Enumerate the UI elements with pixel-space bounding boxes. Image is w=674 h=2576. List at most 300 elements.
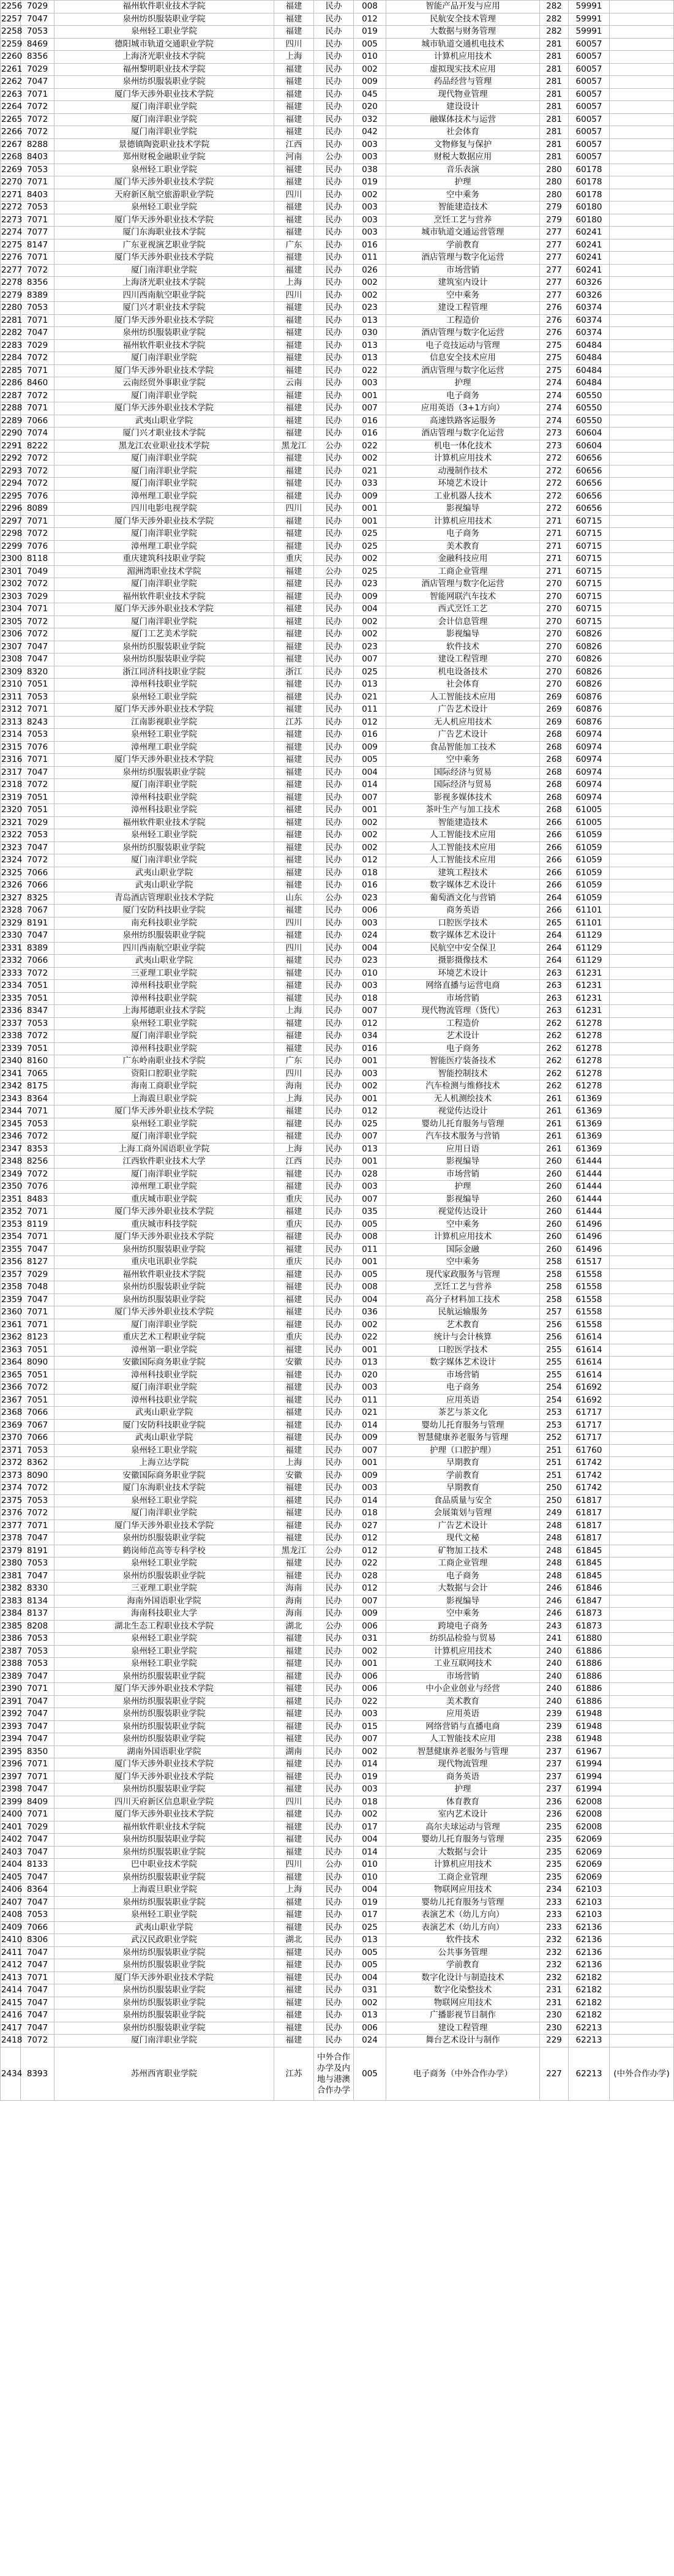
cell-major-code: 013 [354,339,386,352]
cell-major-name: 空中乘务 [386,1218,540,1231]
cell-min-rank: 60057 [569,113,610,126]
cell-row-number: 2412 [1,1959,21,1972]
cell-school-type: 民办 [314,277,354,290]
cell-min-score: 263 [540,967,569,980]
cell-note [610,628,674,641]
cell-major-name: 应用英语 [386,1708,540,1721]
cell-major-name: 智能医疗装备技术 [386,1055,540,1068]
cell-school-type: 民办 [314,51,354,64]
cell-school-name: 泉州纺织服装职业学院 [54,2009,274,2022]
cell-row-number: 2331 [1,942,21,955]
cell-province: 福建 [274,1281,314,1294]
cell-row-number: 2389 [1,1670,21,1683]
cell-school-name: 厦门华天涉外职业技术学院 [54,1105,274,1118]
cell-major-name: 物联网应用技术 [386,1884,540,1897]
cell-school-code: 7077 [21,227,54,239]
cell-school-name: 厦门南洋职业学院 [54,453,274,465]
cell-note [610,1859,674,1872]
cell-province: 福建 [274,2035,314,2047]
cell-row-number: 2302 [1,578,21,591]
cell-province: 福建 [274,1532,314,1545]
cell-school-name: 厦门华天涉外职业技术学院 [54,1231,274,1244]
cell-row-number: 2365 [1,1369,21,1382]
cell-note [610,1608,674,1621]
cell-row-number: 2384 [1,1608,21,1621]
cell-major-code: 022 [354,1331,386,1344]
cell-row-number: 2373 [1,1469,21,1482]
cell-school-name: 上海济光职业技术学院 [54,51,274,64]
table-row [1,1997,674,2009]
table-body [1,1,674,2047]
cell-min-score: 262 [540,1017,569,1030]
cell-min-rank: 60241 [569,239,610,252]
cell-major-name: 智能产品开发与应用 [386,1,540,13]
cell-school-name: 厦门南洋职业学院 [54,2035,274,2047]
table-row [1,38,674,51]
cell-row-number: 2314 [1,729,21,742]
cell-row-number: 2369 [1,1419,21,1432]
cell-school-name: 泉州轻工职业学院 [54,1494,274,1507]
cell-note [610,528,674,541]
cell-school-name: 厦门南洋职业学院 [54,352,274,365]
cell-min-rank: 61558 [569,1294,610,1306]
cell-min-score: 270 [540,641,569,653]
cell-min-score: 281 [540,88,569,101]
cell-school-type: 民办 [314,138,354,151]
cell-school-type: 民办 [314,1884,354,1897]
cell-school-code: 8134 [21,1595,54,1608]
cell-school-name: 福州软件职业技术学院 [54,1268,274,1281]
cell-school-type: 民办 [314,302,354,315]
cell-row-number: 2323 [1,842,21,854]
cell-major-code: 021 [354,465,386,478]
cell-major-name: 电子商务 [386,528,540,541]
table-row [1,264,674,277]
cell-row-number: 2399 [1,1796,21,1809]
cell-note [610,1457,674,1470]
cell-min-score: 282 [540,13,569,26]
cell-row-number: 2328 [1,905,21,917]
cell-major-code: 013 [354,314,386,327]
cell-major-code: 001 [354,515,386,528]
cell-row-number: 2356 [1,1256,21,1269]
cell-min-rank: 60057 [569,76,610,89]
cell-min-score: 268 [540,766,569,779]
cell-min-score: 260 [540,1231,569,1244]
cell-major-name: 建设工程管理 [386,302,540,315]
cell-school-code: 8090 [21,1357,54,1369]
table-row [1,1532,674,1545]
table-row [1,1143,674,1156]
cell-major-name: 广播影视节目制作 [386,2009,540,2022]
cell-min-rank: 60241 [569,252,610,265]
cell-note [610,490,674,503]
table-row [1,453,674,465]
table-row [1,553,674,566]
cell-major-name: 建设设计 [386,101,540,114]
cell-school-code: 8364 [21,1093,54,1105]
cell-min-rank: 61886 [569,1695,610,1708]
cell-min-rank: 60057 [569,38,610,51]
cell-row-number: 2344 [1,1105,21,1118]
cell-school-type: 民办 [314,126,354,139]
cell-row-number: 2330 [1,930,21,943]
cell-note [610,364,674,377]
cell-note [610,1821,674,1834]
table-row [1,1633,674,1646]
cell-note [610,440,674,453]
table-row [1,277,674,290]
cell-min-rank: 60550 [569,415,610,427]
cell-min-score: 271 [540,528,569,541]
cell-province: 福建 [274,314,314,327]
cell-row-number: 2348 [1,1156,21,1169]
cell-major-name: 民航运输服务 [386,1306,540,1319]
table-row [1,88,674,101]
cell-school-name: 泉州纺织服装职业学院 [54,327,274,340]
cell-min-score: 246 [540,1583,569,1595]
cell-major-code: 024 [354,930,386,943]
cell-major-code: 008 [354,1231,386,1244]
cell-major-name: 国际经济与贸易 [386,779,540,792]
cell-note [610,1181,674,1194]
cell-min-rank: 61886 [569,1645,610,1658]
cell-school-name: 厦门华天涉外职业技术学院 [54,1520,274,1532]
cell-school-type: 公办 [314,1859,354,1872]
cell-min-score: 262 [540,1042,569,1055]
table-row [1,151,674,164]
cell-row-number: 2285 [1,364,21,377]
cell-school-name: 漳州科技职业学院 [54,1369,274,1382]
cell-school-code: 7047 [21,1984,54,1997]
cell-province: 福建 [274,1419,314,1432]
table-row [1,1934,674,1947]
cell-school-name: 厦门南洋职业学院 [54,779,274,792]
cell-school-name: 泉州轻工职业学院 [54,829,274,842]
table-row [1,1946,674,1959]
cell-school-type: 民办 [314,465,354,478]
cell-school-code: 8483 [21,1193,54,1206]
cell-note [610,679,674,691]
cell-row-number: 2266 [1,126,21,139]
cell-school-type: 民办 [314,1042,354,1055]
cell-major-code: 005 [354,1959,386,1972]
cell-major-name: 数字化染整技术 [386,1984,540,1997]
cell-major-code: 014 [354,1846,386,1859]
cell-major-code: 003 [354,1068,386,1080]
cell-school-code: 7053 [21,1118,54,1131]
cell-major-code: 012 [354,854,386,867]
cell-major-code: 003 [354,1181,386,1194]
cell-school-code: 8160 [21,1055,54,1068]
cell-major-code: 002 [354,189,386,201]
cell-school-code: 8089 [21,503,54,516]
cell-province: 福建 [274,402,314,415]
cell-min-rank: 61231 [569,980,610,993]
cell-province: 湖北 [274,1620,314,1633]
cell-major-name: 表演艺术（幼儿方向） [386,1921,540,1934]
cell-school-name: 鹤岗师范高等专科学校 [54,1545,274,1557]
cell-min-rank: 61558 [569,1268,610,1281]
cell-min-score: 266 [540,879,569,892]
cell-major-code: 003 [354,214,386,227]
cell-note [610,503,674,516]
table-row [1,1457,674,1470]
cell-school-type: 民办 [314,13,354,26]
cell-school-name: 江西软件职业技术大学 [54,1156,274,1169]
cell-row-number: 2270 [1,176,21,189]
cell-major-code: 004 [354,1834,386,1847]
cell-note [610,1733,674,1746]
cell-school-code: 7066 [21,955,54,968]
table-row [1,1419,674,1432]
cell-school-name: 福州软件职业技术学院 [54,1,274,13]
cell-row-number: 2368 [1,1407,21,1420]
cell-school-type: 民办 [314,1507,354,1520]
cell-major-code: 028 [354,1570,386,1583]
cell-major-code: 010 [354,51,386,64]
table-row [1,1708,674,1721]
cell-school-code: 7072 [21,578,54,591]
cell-row-number: 2370 [1,1432,21,1445]
cell-school-name: 泉州轻工职业学院 [54,1909,274,1922]
cell-min-rank: 61558 [569,1281,610,1294]
cell-min-rank: 61614 [569,1344,610,1357]
cell-school-type: 民办 [314,679,354,691]
cell-min-rank: 60374 [569,327,610,340]
table-row [1,252,674,265]
cell-major-code: 002 [354,453,386,465]
cell-note [610,754,674,767]
cell-school-code: 8137 [21,1608,54,1621]
cell-major-name: 烹饪工艺与营养 [386,214,540,227]
cell-min-score: 280 [540,189,569,201]
cell-min-score: 277 [540,289,569,302]
cell-min-rank: 61948 [569,1708,610,1721]
table-row [1,867,674,879]
cell-min-score: 266 [540,829,569,842]
cell-min-rank: 61742 [569,1457,610,1470]
cell-school-type: 民办 [314,113,354,126]
cell-note [610,289,674,302]
cell-major-name: 早期教育 [386,1482,540,1495]
cell-min-score: 279 [540,214,569,227]
cell-school-name: 厦门华天涉外职业技术学院 [54,1683,274,1696]
cell-school-type: 民办 [314,490,354,503]
cell-province: 海南 [274,1608,314,1621]
table-row [1,1796,674,1809]
cell-school-type: 民办 [314,252,354,265]
cell-note [610,854,674,867]
cell-note [610,1118,674,1131]
cell-school-code: 7047 [21,1946,54,1959]
cell-note [610,1507,674,1520]
table-row [1,1105,674,1118]
cell-school-code: 8389 [21,289,54,302]
cell-major-name: 矿物加工技术 [386,1545,540,1557]
table-row [1,804,674,817]
cell-min-score: 272 [540,503,569,516]
cell-school-code: 7053 [21,201,54,214]
cell-province: 福建 [274,1,314,13]
cell-major-name: 酒店管理与数字化运营 [386,252,540,265]
cell-note [610,1369,674,1382]
table-row [1,490,674,503]
cell-province: 福建 [274,63,314,76]
cell-note [610,1871,674,1884]
cell-major-code: 003 [354,1708,386,1721]
cell-major-name: 计算机应用技术 [386,1231,540,1244]
cell-province: 福建 [274,390,314,402]
cell-note [610,38,674,51]
cell-min-rank: 61880 [569,1633,610,1646]
cell-row-number: 2257 [1,13,21,26]
cell-min-rank: 61558 [569,1306,610,1319]
cell-school-name: 厦门南洋职业学院 [54,126,274,139]
cell-major-code: 038 [354,164,386,176]
cell-min-rank: 61129 [569,942,610,955]
cell-row-number: 2286 [1,377,21,390]
cell-school-type: 民办 [314,377,354,390]
table-row [1,704,674,717]
cell-min-rank: 61948 [569,1733,610,1746]
cell-min-rank: 61886 [569,1670,610,1683]
cell-row-number: 2259 [1,38,21,51]
cell-school-type: 民办 [314,1357,354,1369]
cell-school-code: 8403 [21,189,54,201]
cell-major-code: 020 [354,101,386,114]
table-row [1,905,674,917]
cell-province: 福建 [274,427,314,440]
cell-note [610,1758,674,1771]
cell-province: 海南 [274,1583,314,1595]
cell-province: 四川 [274,1068,314,1080]
table-row [1,1884,674,1897]
cell-note [610,1294,674,1306]
table-row [1,1344,674,1357]
cell-min-score: 271 [540,540,569,553]
table-row [1,1670,674,1683]
cell-province: 福建 [274,1306,314,1319]
cell-min-rank: 61994 [569,1771,610,1783]
cell-row-number: 2375 [1,1494,21,1507]
cell-note [610,1131,674,1143]
cell-province: 重庆 [274,553,314,566]
cell-min-score: 276 [540,327,569,340]
cell-row-number: 2275 [1,239,21,252]
cell-min-rank: 60826 [569,641,610,653]
cell-school-type: 民办 [314,1482,354,1495]
cell-major-name: 茶叶生产与加工技术 [386,804,540,817]
cell-major-name: 大数据与会计 [386,1846,540,1859]
cell-row-number: 2280 [1,302,21,315]
cell-row-number: 2313 [1,716,21,729]
cell-note [610,1030,674,1043]
cell-province: 福建 [274,1846,314,1859]
cell-province: 福建 [274,1168,314,1181]
cell-major-name: 网络直播与运营电商 [386,980,540,993]
cell-school-type: 民办 [314,352,354,365]
cell-school-code: 7051 [21,1344,54,1357]
cell-school-type: 民办 [314,992,354,1005]
table-row [1,565,674,578]
cell-school-type: 民办 [314,1520,354,1532]
cell-school-name: 泉州轻工职业学院 [54,164,274,176]
cell-note: (中外合作办学) [610,2047,674,2100]
cell-school-code: 7072 [21,628,54,641]
cell-province: 上海 [274,1005,314,1018]
cell-min-rank: 60974 [569,779,610,792]
cell-min-score: 268 [540,779,569,792]
cell-major-name: 摄影摄像技术 [386,955,540,968]
cell-school-code: 7071 [21,1771,54,1783]
cell-row-number: 2315 [1,741,21,754]
cell-province: 福建 [274,641,314,653]
cell-major-code: 003 [354,1482,386,1495]
cell-school-code: 8403 [21,151,54,164]
cell-note [610,816,674,829]
cell-province: 福建 [274,1231,314,1244]
cell-row-number: 2395 [1,1746,21,1758]
cell-major-code: 004 [354,1972,386,1984]
cell-province: 福建 [274,1042,314,1055]
cell-school-name: 上海立达学院 [54,1457,274,1470]
cell-school-name: 厦门华天涉外职业技术学院 [54,214,274,227]
cell-school-name: 武夷山职业学院 [54,415,274,427]
cell-school-type: 民办 [314,1143,354,1156]
cell-province: 福建 [274,1432,314,1445]
cell-note [610,1545,674,1557]
cell-school-name: 武夷山职业学院 [54,1407,274,1420]
cell-min-rank: 60241 [569,264,610,277]
cell-major-name: 茶艺与茶文化 [386,1407,540,1420]
cell-row-number: 2404 [1,1859,21,1872]
cell-school-name: 厦门华天涉外职业技术学院 [54,252,274,265]
cell-school-code: 7047 [21,653,54,666]
cell-major-code: 016 [354,415,386,427]
cell-major-code: 011 [354,1243,386,1256]
cell-min-rank: 61845 [569,1545,610,1557]
cell-school-name: 福州黎明职业技术学院 [54,63,274,76]
cell-school-type: 民办 [314,1093,354,1105]
cell-min-score: 262 [540,1055,569,1068]
cell-school-name: 厦门华天涉外职业技术学院 [54,176,274,189]
cell-note [610,176,674,189]
cell-min-score: 281 [540,113,569,126]
table-row [1,1331,674,1344]
cell-major-code: 012 [354,1545,386,1557]
cell-major-code: 019 [354,1896,386,1909]
cell-school-type: 民办 [314,1809,354,1821]
cell-province: 福建 [274,264,314,277]
cell-school-type: 民办 [314,2022,354,2035]
cell-min-score: 251 [540,1444,569,1457]
cell-province: 福建 [274,1494,314,1507]
cell-min-score: 232 [540,1972,569,1984]
cell-province: 福建 [274,1294,314,1306]
cell-row-number: 2306 [1,628,21,641]
cell-school-name: 泉州纺织服装职业学院 [54,1532,274,1545]
cell-major-code: 001 [354,1344,386,1357]
cell-note [610,1557,674,1570]
cell-province: 福建 [274,930,314,943]
cell-note [610,1570,674,1583]
cell-school-code: 7071 [21,364,54,377]
cell-province: 福建 [274,1758,314,1771]
cell-row-number: 2273 [1,214,21,227]
cell-school-name: 泉州纺织服装职业学院 [54,1695,274,1708]
cell-major-name: 建设工程管理 [386,653,540,666]
